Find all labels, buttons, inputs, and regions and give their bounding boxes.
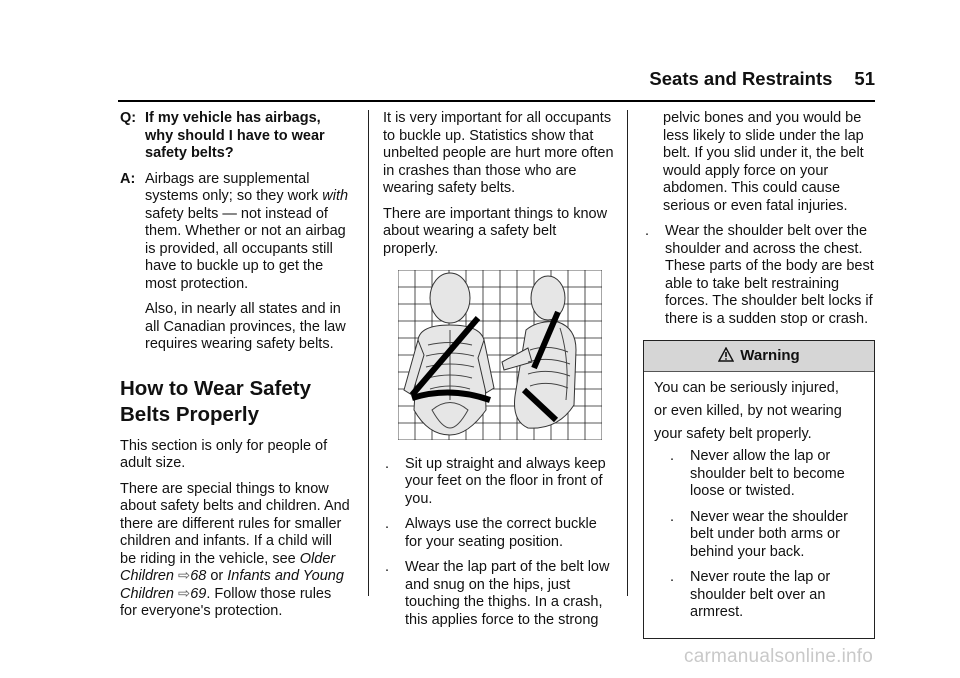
column-left xyxy=(120,110,352,629)
column-divider xyxy=(627,110,628,596)
answer-paragraph-2: Also, in nearly all states and in all Canadian provinces, the law requires wearing safety belts. xyxy=(145,301,346,352)
warning-box xyxy=(643,340,875,639)
column-middle xyxy=(383,110,615,637)
page-ref-arrow-icon: ⇨ xyxy=(178,585,191,602)
link-infants-young-children[interactable]: Infants and Young Children xyxy=(120,568,344,602)
bullet-mark: . xyxy=(385,516,390,532)
column-divider xyxy=(368,110,369,596)
paragraph: This section is only for people of adult size. xyxy=(120,437,328,471)
warning-triangle-icon xyxy=(718,347,734,362)
warning-item: . Never allow the lap or shoulder belt to become loose or twisted. xyxy=(670,448,845,499)
bullet-mark: . xyxy=(385,455,390,472)
page-header xyxy=(610,68,875,90)
page-ref-68[interactable]: 68 xyxy=(190,568,207,584)
list-item: . Wear the lap part of the belt low and snug on the hips, just touching the thighs. In a crash, this applies force to the strong xyxy=(385,559,610,628)
bullet-mark: . xyxy=(670,448,675,464)
bullet-mark: . xyxy=(670,569,675,585)
section-title: Seats and Restraints xyxy=(649,68,833,89)
seatbelt-diagram-icon xyxy=(398,270,602,440)
a-label: A: xyxy=(120,170,136,187)
list-item: . Wear the shoulder belt over the shoulder and across the chest. These parts of the body are best able to take belt restraining forces. The shoulder belt locks if there is a sudden stop or crash. xyxy=(645,223,874,327)
column-right xyxy=(643,110,875,639)
header-rule xyxy=(118,100,875,102)
seatbelt-illustration xyxy=(398,270,615,446)
bullet-mark: . xyxy=(670,508,675,525)
list-item: . Always use the correct buckle for your seating position. xyxy=(385,516,597,550)
bullet-mark: . xyxy=(385,559,390,575)
answer-paragraph: Airbags are supplemental systems only; so they work with safety belts — not instead of them. Whether or not an airbag is provided, all occupants still have to buckle up to get the most protection. xyxy=(145,170,349,292)
section-heading: How to Wear Safety Belts Properly xyxy=(120,376,311,426)
warning-item: . Never wear the shoulder belt under both arms or behind your back. xyxy=(670,508,848,560)
warning-body: You can be seriously injured, or even killed, by not wearing your safety belt properly. . Never allow the lap or shoulder belt to become loose or twisted. . Never wear the shoulder belt under both arms or behind your back. . Never route the lap or shoulder belt over an armrest. xyxy=(644,372,874,638)
paragraph: It is very important for all occupants to buckle up. Statistics show that unbelted people are hurt more often in crashes than those who are wearing safety belts. xyxy=(383,110,614,196)
answer xyxy=(120,171,352,362)
continued-paragraph: pelvic bones and you would be less likely to slide under the lap belt. If you slid under it, the belt would apply force on your abdomen. This could cause serious or even fatal injuries. xyxy=(663,110,864,214)
question xyxy=(120,110,352,163)
paragraph: There are important things to know about wearing a safety belt properly. xyxy=(383,205,608,257)
q-text: If my vehicle has airbags, why should I have to wear safety belts? xyxy=(145,110,325,161)
warning-item: . Never route the lap or shoulder belt over an armrest. xyxy=(670,569,831,620)
watermark: carmanualsonline.info xyxy=(684,646,874,667)
q-label: Q: xyxy=(120,110,137,126)
warning-title: Warning xyxy=(740,347,800,364)
link-older-children[interactable]: Older Children xyxy=(120,550,336,584)
bullet-mark: . xyxy=(645,223,650,239)
paragraph: There are special things to know about safety belts and children. And there are different rules for smaller children and infants. If a child will be riding in the vehicle, see Older Children ⇨68 or Infants and Young Children ⇨69. Follow those rules for everyone's protection. xyxy=(120,480,350,619)
page-ref-arrow-icon: ⇨ xyxy=(178,568,191,584)
page-number: 51 xyxy=(854,68,875,89)
list-item: . Sit up straight and always keep your feet on the floor in front of you. xyxy=(385,455,606,507)
page-ref-69[interactable]: 69 xyxy=(190,585,207,602)
warning-header xyxy=(644,341,874,372)
